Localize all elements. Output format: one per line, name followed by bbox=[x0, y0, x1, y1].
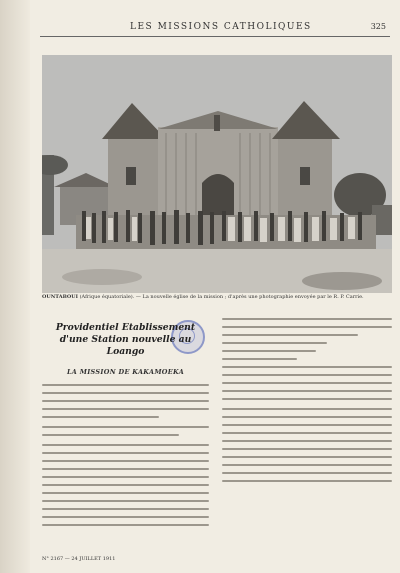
running-header bbox=[0, 22, 400, 36]
article-title-line-2: d'une Station nouvelle au Loango bbox=[59, 334, 192, 357]
page-number: 325 bbox=[370, 22, 386, 31]
journal-title: LES MISSIONS CATHOLIQUES bbox=[130, 22, 312, 32]
caption-text: (Afrique équatoriale). — La nouvelle église de la mission ; d'après une photographie envoyée par le R. P. Carrie. bbox=[79, 294, 364, 300]
right-paragraph-1-lines bbox=[222, 318, 392, 400]
mission-church-photograph bbox=[42, 55, 392, 293]
issue-footer: N° 2167 — 24 JUILLET 1911 bbox=[42, 556, 116, 562]
left-column bbox=[42, 318, 209, 534]
article-subtitle: LA MISSION DE KAKAMOEKA bbox=[66, 368, 185, 376]
caption-place: OUNTABOUI bbox=[42, 294, 78, 300]
header-rule bbox=[40, 36, 390, 37]
right-paragraph-2-lines bbox=[222, 408, 392, 482]
photo-caption bbox=[42, 294, 392, 301]
article-title bbox=[42, 322, 209, 358]
article-title-line-1: Providentiel Etablissement bbox=[55, 322, 196, 333]
page-edge-shadow bbox=[0, 0, 30, 573]
heading-paragraph-lines bbox=[42, 426, 209, 436]
photo-illustration bbox=[42, 55, 392, 293]
intro-paragraph-lines bbox=[42, 384, 209, 418]
body-paragraph-lines bbox=[42, 444, 209, 526]
right-column bbox=[222, 318, 392, 490]
